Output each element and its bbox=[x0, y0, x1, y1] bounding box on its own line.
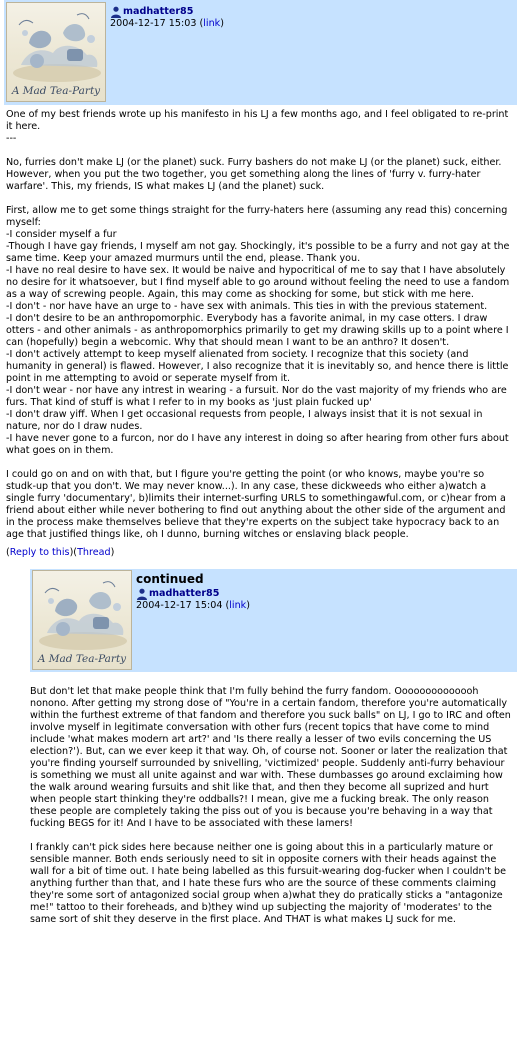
comment-header bbox=[4, 0, 517, 105]
user-line bbox=[110, 6, 224, 18]
comment-paragraph: I frankly can't pick sides here because neither one is going about this in a particularly mature or sensible manner. Both ends seriously need to sit in opposite corners with their heads against the wall for a bit of time out. I hate being labelled as this fursuit-wearing dog-fucker when I couldn't be anything further than that, and I hate these furs who are the source of these comments claiming they're some sort of antagonized social group when a)what they do pratically sticks a "antagonize me!" tattoo to their foreheads, and b)they wind up subjecting the majority of 'moderates' to the same sort of shit they deserve in the first place. And THAT is what makes LJ suck for me. bbox=[30, 842, 507, 925]
username-link[interactable]: madhatter85 bbox=[149, 588, 220, 599]
comment-body bbox=[0, 105, 521, 541]
reply-link[interactable]: Reply to this bbox=[9, 547, 70, 558]
username-link[interactable]: madhatter85 bbox=[123, 6, 194, 17]
user-icon[interactable] bbox=[110, 6, 122, 18]
thread-link[interactable]: Thread bbox=[77, 547, 111, 558]
comment-datetime: 2004-12-17 15:04 (link) bbox=[136, 600, 250, 611]
comment-subject: continued bbox=[136, 572, 204, 586]
comment-paragraph: One of my best friends wrote up his manifesto in his LJ a few months ago, and I feel obligated to re-print it here. --- bbox=[6, 109, 509, 144]
comment-actions: (Reply to this)(Thread) bbox=[6, 547, 115, 558]
permalink[interactable]: link bbox=[229, 600, 247, 611]
permalink[interactable]: link bbox=[203, 18, 221, 29]
comment-paragraph: No, furries don't make LJ (or the planet) suck. Furry bashers do not make LJ (or the planet) suck, either. However, when you put the two together, you get something along the lines of 'furry v. furry-hater warfare'. This, my friends, IS what makes LJ (and the planet) suck. bbox=[6, 157, 502, 192]
comment-meta bbox=[110, 0, 224, 30]
reply-header bbox=[30, 569, 517, 672]
comment-paragraph: But don't let that make people think that I'm fully behind the furry fandom. Oooooooooooooh nonono. After getting my strong dose of "You're in a certain fandom, therefore you're automatically within the furthest extreme of that fandom and therefore you suck balls" on LJ, I go to IRC and often involve myself in legitimate conversation with other furs (recent topics that have come to mind include 'what makes modern art art?' and 'Is there really a lesser of two evils concerning the US election?'). But, can we ever keep it that way. Oh, of course not. Sooner or later the realization that you're finding yourself surrounded by snivelling, 'victimized' people. Suddenly anti-furry behaviour is something we must all unite against and war with. These dumbasses go around exclaiming how the walk around wearing fursuits and shit like that, and then they become all suprized and hurt when people start thinking they're oddballs?! I mean, give me a fucking break. The only reason these people are completely taking the piss out of you is because you're behaving in a way that fucking BEGS for it! And I have to be associated with these lamers! bbox=[30, 686, 511, 829]
userpic-caption: A Mad Tea-Party bbox=[37, 653, 127, 665]
comment-paragraph: First, allow me to get some things straight for the furry-haters here (assuming any read this) concerning myself: -I consider myself a fur -Though I have gay friends, I myself am not gay. Shockingly, it's possible to be a furry and not gay at the same time. Keep your amazed murmurs until the end, please. Thank you. -I have no real desire to have sex. It would be naive and hypocritical of me to say that I have absolutely no desire for it whatsoever, but I find myself able to go around without feeling the need to use a fandom as a way of screwing people. Again, this may come as shocking for some, but stick with me here. -I don't - nor have have an urge to - have sex with animals. This ties in with the previous statement. -I don't desire to be an anthropomorphic. Everybody has a favorite animal, in my case otters. I draw otters - and other animals - as anthropomorphics primarily to get my drawing skills up to a point where I can (hopefully) begin a webcomic. Why that should mean I want to be an anthro? It dosen't. -I don't actively attempt to keep myself alienated from society. I recognize that this society (and humanity in general) is flawed. However, I also recognize that it is inevitably so, and hence there is little point in me attempting to avoid or seperate myself from it. -I don't wear - nor have any intrest in wearing - a fursuit. Nor do the vast majority of my friends who are furs. That kind of stuff is what I refer to in my books as 'just plain fucked up' -I don't draw yiff. When I get occasional requests from people, I always insist that it is not sexual in nature, nor do I draw nudes. -I have never gone to a furcon, nor do I have any interest in doing so after hearing from other furs about what goes on in them. bbox=[6, 205, 510, 456]
userpic-caption: A Mad Tea-Party bbox=[11, 85, 101, 97]
user-line bbox=[136, 588, 250, 600]
userpic[interactable] bbox=[32, 570, 132, 670]
comment-meta bbox=[136, 569, 250, 612]
timestamp: 2004-12-17 15:04 bbox=[136, 600, 223, 611]
comment-paragraph: I could go on and on with that, but I figure you're getting the point (or who knows, maybe you're so studk-up that you don't. We may never know...). In any case, these dickweeds who either a)watch a single furry 'documentary', b)limits their internet-surfing URLS to somethingawful.com, or c)hear from a friend about either while never bothering to find out anything about the other side of the argument and in the process make themselves believe that they're experts on the subject take hypocracy back to an age that justified things like, oh I dunno, burning witches or enslaving black people. bbox=[6, 469, 506, 540]
userpic[interactable] bbox=[6, 2, 106, 102]
reply-body bbox=[0, 672, 521, 926]
timestamp: 2004-12-17 15:03 bbox=[110, 18, 197, 29]
user-icon[interactable] bbox=[136, 588, 148, 600]
comment-datetime: 2004-12-17 15:03 (link) bbox=[110, 18, 224, 29]
